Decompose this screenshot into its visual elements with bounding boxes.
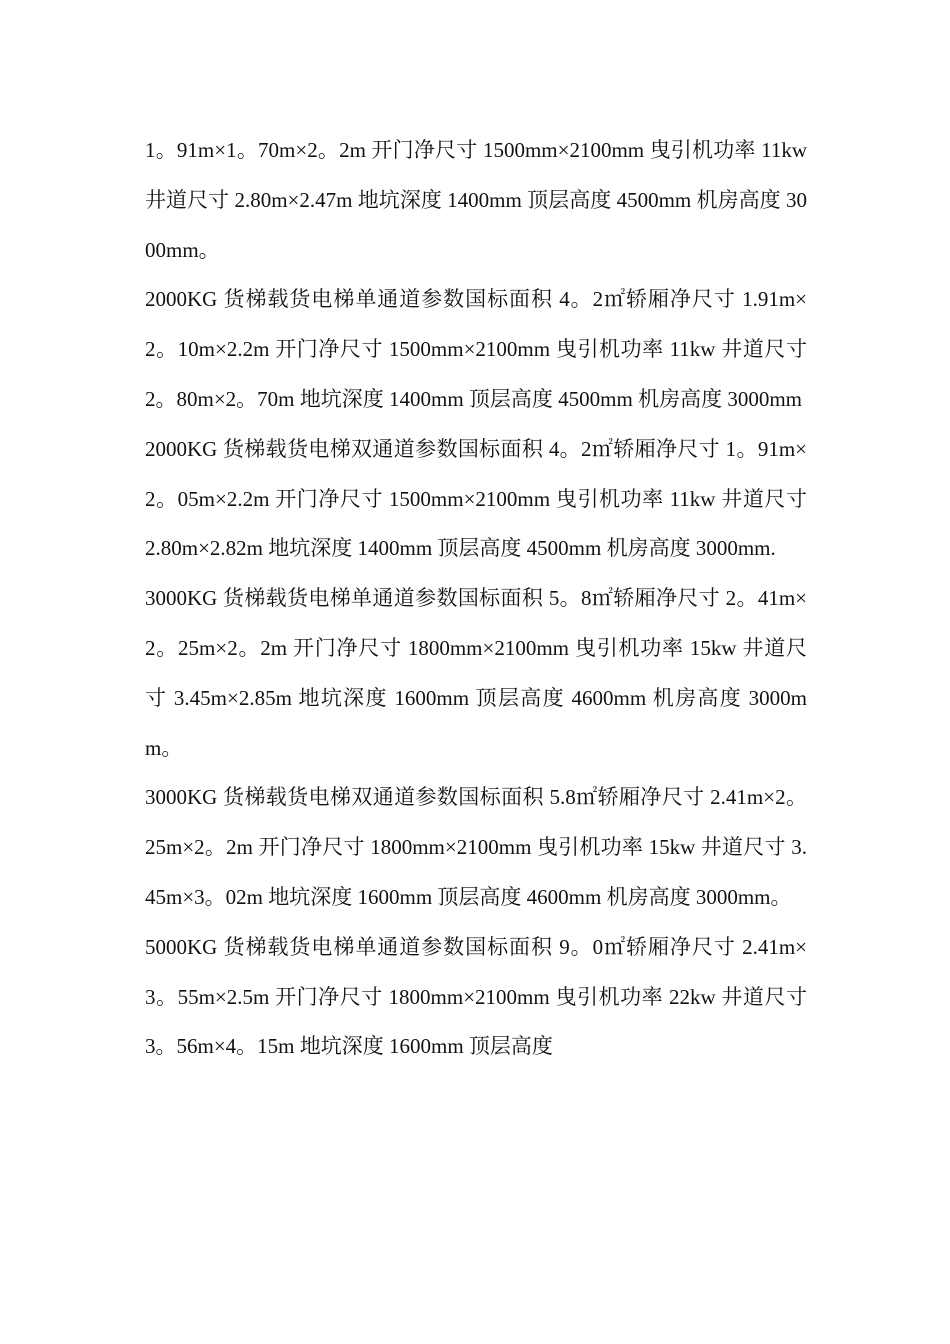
paragraph-3: 2000KG 货梯载货电梯双通道参数国标面积 4。2㎡轿厢净尺寸 1。91m×2。05m×2.2m 开门净尺寸 1500mm×2100mm 曳引机功率 11kw 井道尺寸 2.80m×2.82m 地坑深度 1400mm 顶层高度 4500mm 机房高度 3000mm. — [145, 436, 807, 561]
document-body — [145, 126, 807, 1072]
paragraph-2: 2000KG 货梯载货电梯单通道参数国标面积 4。2㎡轿厢净尺寸 1.91m×2。10m×2.2m 开门净尺寸 1500mm×2100mm 曳引机功率 11kw 井道尺寸 2。80m×2。70m 地坑深度 1400mm 顶层高度 4500mm 机房高度 3000mm — [145, 287, 807, 411]
paragraph-5: 3000KG 货梯载货电梯双通道参数国标面积 5.8㎡轿厢净尺寸 2.41m×2。25m×2。2m 开门净尺寸 1800mm×2100mm 曳引机功率 15kw 井道尺寸 3.45m×3。02m 地坑深度 1600mm 顶层高度 4600mm 机房高度 3000mm。 — [145, 785, 807, 909]
paragraph-4: 3000KG 货梯载货电梯单通道参数国标面积 5。8㎡轿厢净尺寸 2。41m×2。25m×2。2m 开门净尺寸 1800mm×2100mm 曳引机功率 15kw 井道尺寸 3.45m×2.85m 地坑深度 1600mm 顶层高度 4600mm 机房高度 3000mm。 — [145, 586, 807, 760]
paragraph-6: 5000KG 货梯载货电梯单通道参数国标面积 9。0㎡轿厢净尺寸 2.41m×3。55m×2.5m 开门净尺寸 1800mm×2100mm 曳引机功率 22kw 井道尺寸 3。56m×4。15m 地坑深度 1600mm 顶层高度 — [145, 934, 807, 1059]
paragraph-1: 1。91m×1。70m×2。2m 开门净尺寸 1500mm×2100mm 曳引机功率 11kw 井道尺寸 2.80m×2.47m 地坑深度 1400mm 顶层高度 4500mm 机房高度 3000mm。 — [145, 138, 807, 262]
